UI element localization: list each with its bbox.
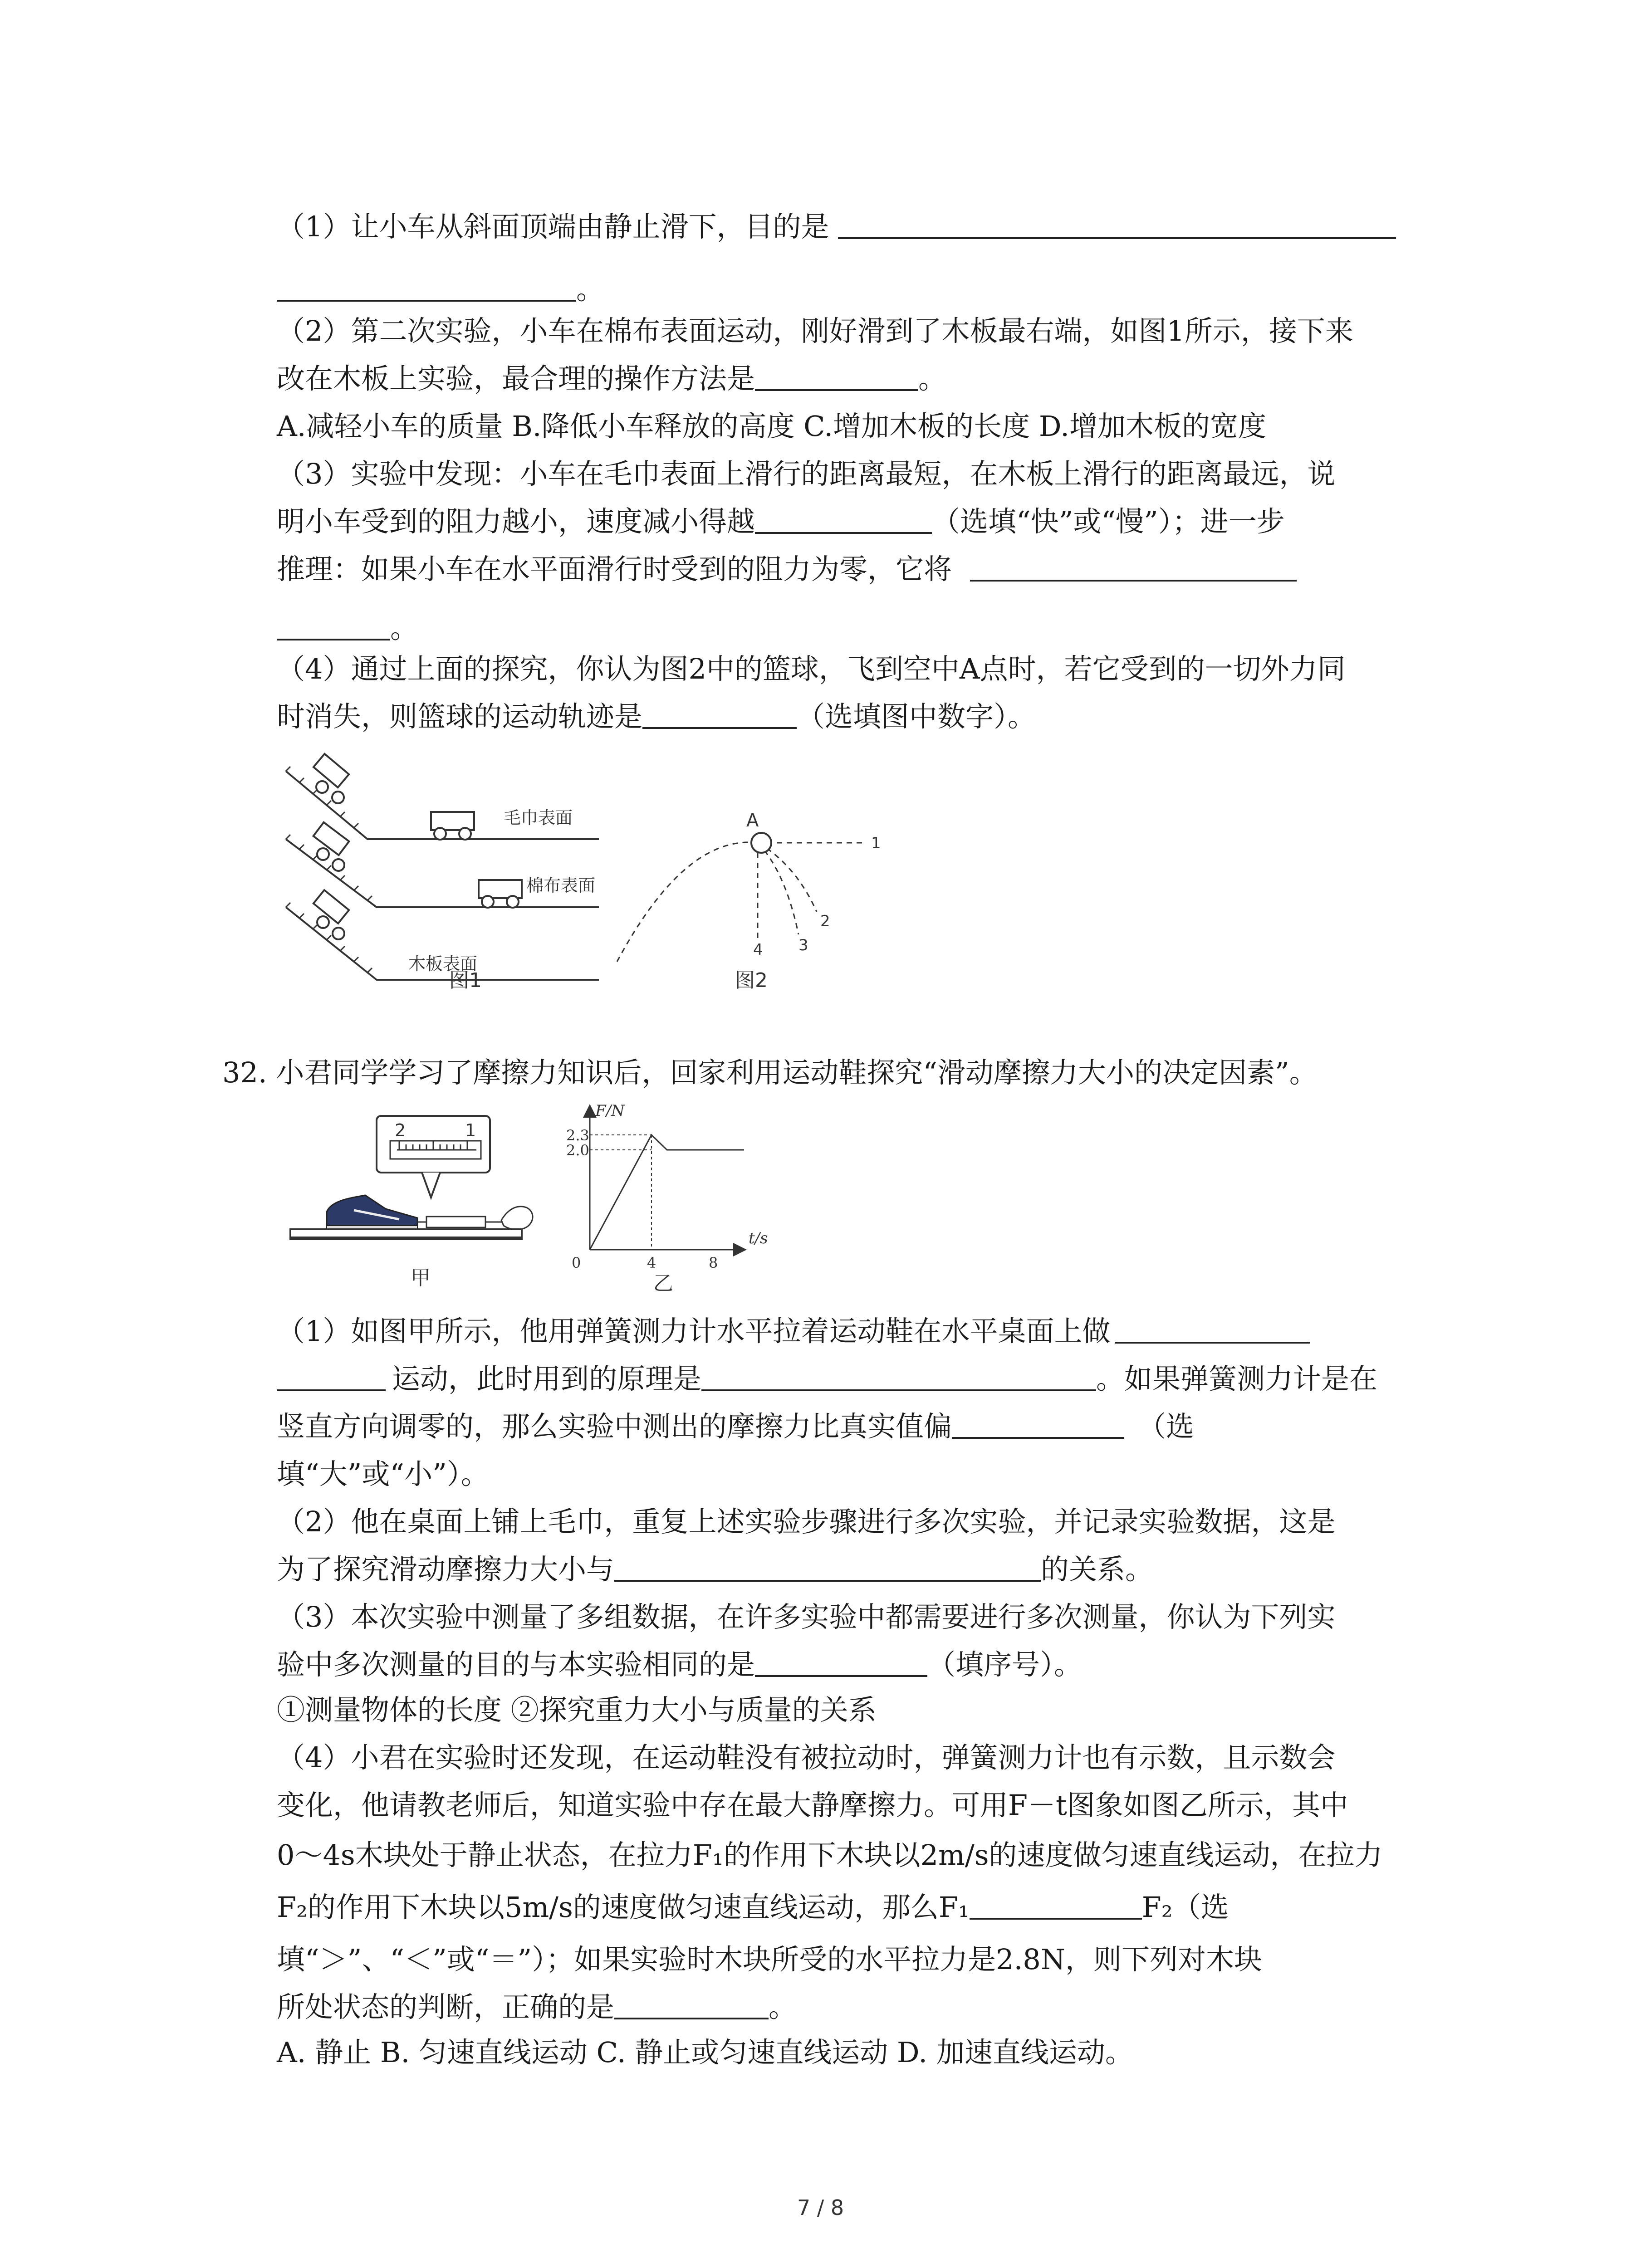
q31-p2-blank[interactable] [755, 361, 918, 391]
q31-p3-blank2-cont[interactable] [277, 611, 390, 640]
chart-series-line [590, 1135, 744, 1250]
spring-scale [426, 1217, 485, 1227]
q32-p4-line4: F₂的作用下木块以5m/s的速度做匀速直线运动，那么F₁ F₂（选 [277, 1891, 1229, 1924]
q32-p1-line1: （1）如图甲所示，他用弹簧测力计水平拉着运动鞋在水平桌面上做 [277, 1313, 1310, 1349]
figure-jia-shoe [281, 1107, 544, 1256]
q32-p3-options: ①测量物体的长度 ②探究重力大小与质量的关系 [277, 1693, 877, 1726]
fig-yi-caption: 乙 [653, 1272, 673, 1295]
q32-p4-line2: 变化，他请教老师后，知道实验中存在最大静摩擦力。可用F－t图象如图乙所示，其中 [277, 1789, 1348, 1822]
q31-p3-cont: 。 [277, 610, 418, 646]
chart-x-tick: 4 [647, 1254, 656, 1270]
fig2-traj-4: 4 [753, 941, 763, 959]
q32-p3-line1: （3）本次实验中测量了多组数据，在许多实验中都需要进行多次测量，你认为下列实 [277, 1600, 1336, 1633]
q32-p1-line2: 运动，此时用到的原理是 。如果弹簧测力计是在 [277, 1361, 1377, 1397]
jia-scale-2: 2 [395, 1120, 406, 1140]
q31-p4-line1: （4）通过上面的探究，你认为图2中的篮球，飞到空中A点时，若它受到的一切外力同 [277, 652, 1346, 685]
fig1-label-wood: 木板表面 [408, 954, 478, 974]
hand-icon [501, 1207, 533, 1230]
fig2-point-a: A [746, 812, 759, 831]
q31-p1 [277, 209, 1396, 245]
q31-p3-blank2[interactable] [970, 552, 1297, 582]
jia-scale-1: 1 [465, 1120, 476, 1140]
q31-p3-line3: 推理：如果小车在水平面滑行时受到的阻力为零，它将 [277, 551, 1297, 587]
q31-p2-line1: （2）第二次实验，小车在棉布表面运动，刚好滑到了木板最右端，如图1所示，接下来 [277, 314, 1353, 347]
q31-p1-blank[interactable] [838, 209, 1396, 239]
q32-p1-blank2[interactable] [701, 1361, 1096, 1391]
fig2-traj-2: 2 [820, 912, 830, 930]
q32-p4-blank2[interactable] [614, 1989, 769, 2019]
q31-p4-blank[interactable] [642, 699, 797, 729]
q31-p1-blank-cont[interactable] [277, 272, 576, 302]
q31-p2-options: A.减轻小车的质量 B.降低小车释放的高度 C.增加木板的长度 D.增加木板的宽度 [277, 410, 1267, 443]
figure-2-trajectory [608, 812, 889, 975]
q32-p2-blank[interactable] [614, 1552, 1041, 1582]
fig2-caption: 图2 [735, 969, 768, 992]
chart-y-label: F/N [595, 1102, 625, 1120]
q31-p2-line2: 改在木板上实验，最合理的操作方法是 。 [277, 362, 947, 395]
chart-y-tick: 2.3 [566, 1127, 589, 1144]
fig-jia-caption: 甲 [411, 1266, 431, 1290]
fig1-caption: 图1 [449, 969, 482, 992]
q32-p4-line3: 0～4s木块处于静止状态，在拉力F₁的作用下木块以2m/s的速度做匀速直线运动，在拉力 [277, 1838, 1383, 1872]
q32-p4-line1: （4）小君在实验时还发现，在运动鞋没有被拉动时，弹簧测力计也有示数，且示数会 [277, 1741, 1336, 1774]
q31-p1-text: （1）让小车从斜面顶端由静止滑下，目的是 [277, 210, 829, 243]
fig2-traj-1: 1 [871, 834, 881, 852]
q32-p4-line6: 所处状态的判断，正确的是 。 [277, 1990, 797, 2024]
fig1-label-towel: 毛巾表面 [504, 808, 573, 828]
q32-intro-text: 小君同学学习了摩擦力知识后，回家利用运动鞋探究“滑动摩擦力大小的决定因素”。 [276, 1056, 1318, 1089]
q32-p1-blank3[interactable] [952, 1409, 1124, 1439]
page-number: 7 / 8 [797, 2195, 844, 2220]
figure-1-inclines [272, 744, 617, 1007]
fig1-label-cotton: 棉布表面 [526, 875, 596, 895]
q32-p4-options: A. 静止 B. 匀速直线运动 C. 静止或匀速直线运动 D. 加速直线运动。 [277, 2036, 1133, 2069]
q31-p3-line1: （3）实验中发现：小车在毛巾表面上滑行的距离最短，在木板上滑行的距离最远，说 [277, 457, 1336, 490]
chart-x-tick: 8 [709, 1254, 718, 1270]
chart-x-tick: 0 [572, 1254, 581, 1270]
q32-p1-blank1[interactable] [1115, 1314, 1310, 1344]
q32-p1-line3: 竖直方向调零的，那么实验中测出的摩擦力比真实值偏 （选 [277, 1410, 1195, 1443]
q32-number: 32. [222, 1056, 267, 1089]
q32-p2-line2: 为了探究滑动摩擦力大小与 的关系。 [277, 1553, 1154, 1586]
q32-p3-blank[interactable] [755, 1647, 927, 1677]
q32-p4-blank1[interactable] [970, 1890, 1142, 1920]
q32-p1-blank1-cont[interactable] [277, 1361, 386, 1391]
basketball-icon [751, 833, 771, 853]
q31-p3-line2: 明小车受到的阻力越小，速度减小得越 （选填“快”或“慢”）；进一步 [277, 505, 1285, 538]
q32-intro [222, 1055, 1318, 1091]
q32-p3-line2: 验中多次测量的目的与本实验相同的是 （填序号）。 [277, 1648, 1083, 1681]
q32-p4-line5: 填“＞”、“＜”或“＝”）；如果实验时木块所受的水平拉力是2.8N，则下列对木块 [277, 1943, 1263, 1976]
q32-p2-line1: （2）他在桌面上铺上毛巾，重复上述实验步骤进行多次实验，并记录实验数据，这是 [277, 1505, 1336, 1538]
shoe-icon [327, 1195, 417, 1226]
q32-p1-line4: 填“大”或“小”）。 [277, 1457, 489, 1491]
chart-y-tick: 2.0 [566, 1142, 589, 1159]
q31-p3-blank1[interactable] [755, 504, 932, 534]
figure-yi-chart [563, 1098, 798, 1270]
q31-p1-cont: 。 [277, 271, 604, 308]
chart-x-label: t/s [749, 1229, 768, 1247]
q31-p4-line2: 时消失，则篮球的运动轨迹是 （选填图中数字）。 [277, 700, 1036, 733]
fig2-traj-3: 3 [798, 936, 808, 954]
